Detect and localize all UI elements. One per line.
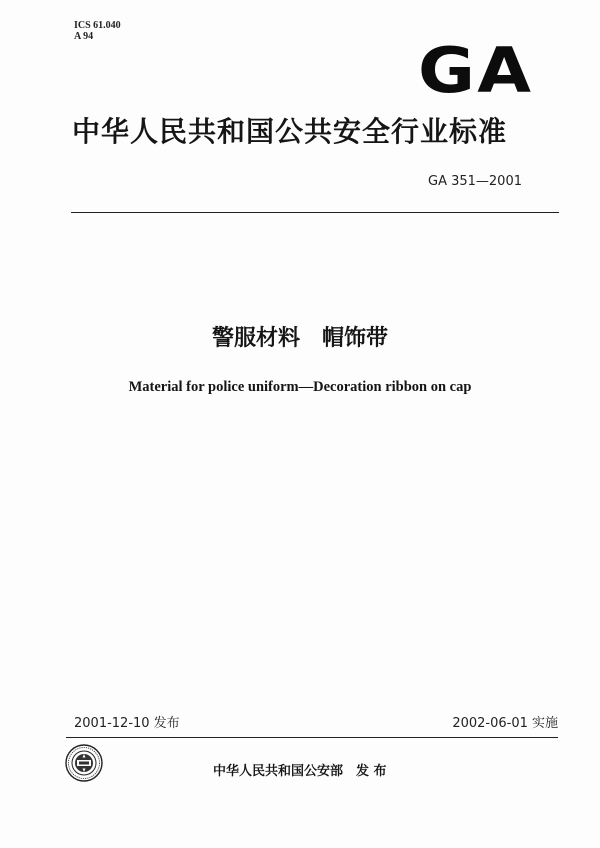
- issue-date: 2001-12-10 发布: [74, 716, 180, 731]
- implementation-date: 2002-06-01 实施: [452, 716, 558, 731]
- ga-logo: GA: [418, 34, 534, 107]
- class-code: A 94: [74, 31, 94, 42]
- ics-code: ICS 61.040: [74, 20, 121, 31]
- standard-number: GA 351—2001: [428, 174, 522, 189]
- standard-type-heading: 中华人民共和国公共安全行业标准: [72, 115, 508, 148]
- document-title-chinese: 警服材料 帽饰带: [211, 326, 388, 351]
- top-divider: [71, 212, 559, 213]
- issuing-authority: 中华人民共和国公安部 发 布: [213, 764, 387, 779]
- bottom-divider: [66, 737, 558, 738]
- classification-codes: [74, 20, 121, 42]
- document-title-english: Material for police uniform—Decoration ribbon on cap: [128, 379, 472, 395]
- ministry-seal-icon: [65, 744, 103, 782]
